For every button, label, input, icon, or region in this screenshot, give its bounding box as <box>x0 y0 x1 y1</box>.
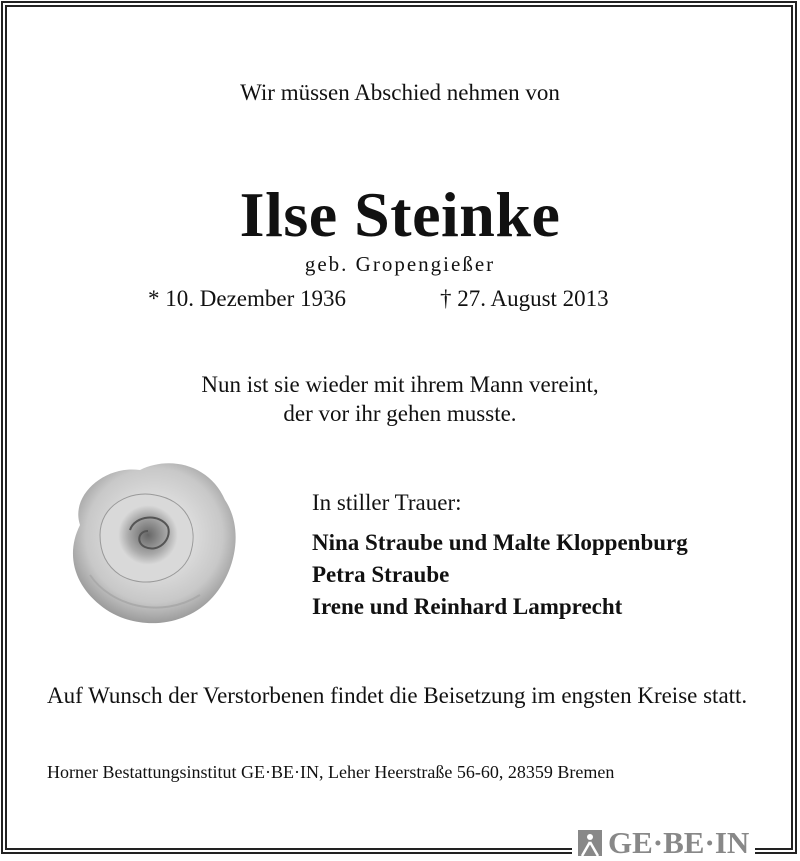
rose-image <box>60 455 240 630</box>
intro-text: Wir müssen Abschied nehmen von <box>240 80 560 105</box>
verse-line: der vor ihr gehen musste. <box>283 401 517 426</box>
gebein-logo <box>572 826 755 860</box>
mourning-label: In stiller Trauer: <box>312 490 462 515</box>
death-date: † 27. August 2013 <box>440 286 609 311</box>
gebein-logo-icon <box>578 830 602 856</box>
funeral-home-address: Horner Bestattungsinstitut GE·BE·IN, Leher Heerstraße 56-60, 28359 Bremen <box>47 762 615 782</box>
mourner: Irene und Reinhard Lamprecht <box>312 594 623 619</box>
mourner: Nina Straube und Malte Kloppenburg <box>312 530 688 555</box>
verse-line: Nun ist sie wieder mit ihrem Mann vereint, <box>201 372 599 397</box>
mourner: Petra Straube <box>312 562 450 587</box>
gebein-logo-text: GE·BE·IN <box>608 825 750 860</box>
verse <box>0 370 800 428</box>
birth-date: * 10. Dezember 1936 <box>148 286 346 311</box>
deceased-name: Ilse Steinke <box>239 179 561 250</box>
burial-note: Auf Wunsch der Verstorbenen findet die Beisetzung im engsten Kreise statt. <box>47 683 748 708</box>
maiden-name: geb. Gropengießer <box>304 252 496 276</box>
